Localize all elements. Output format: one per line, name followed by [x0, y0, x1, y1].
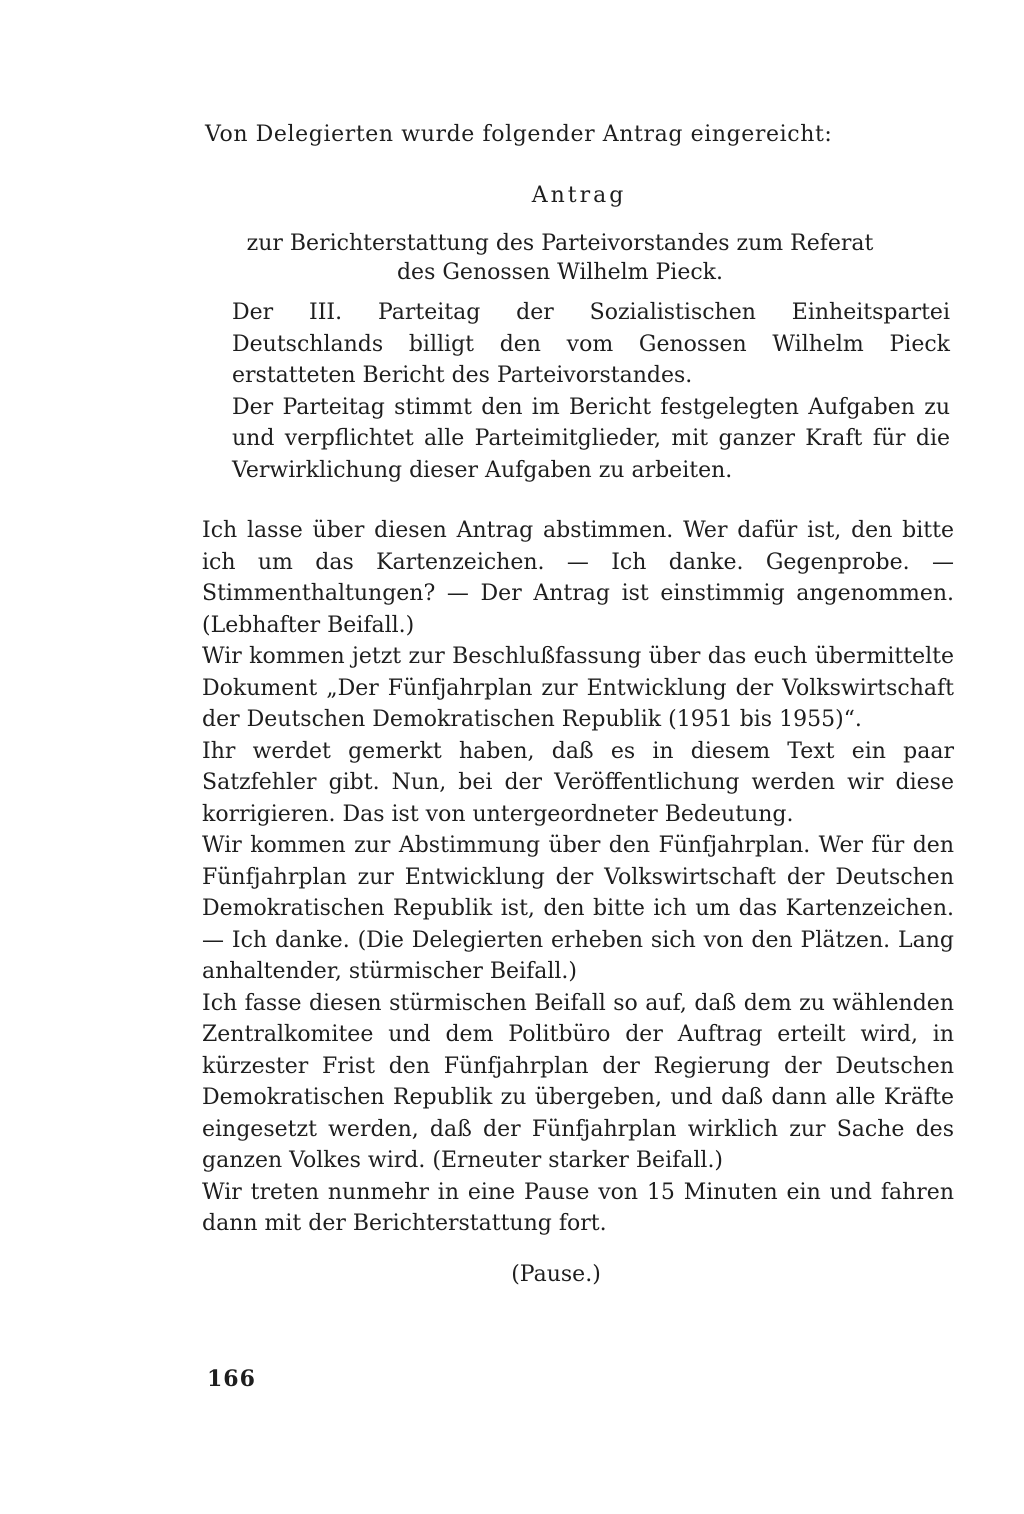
motion-subtitle-line: zur Berichterstattung des Parteivorstandes zum Referat: [246, 231, 874, 256]
paragraph: Wir kommen jetzt zur Beschlußfassung über das euch übermittelte Dokument „Der Fünfjahrplan zur Entwicklung der Volkswirtschaft der Deutschen Demokratischen Republik (1951 bis 1955)“.: [202, 644, 954, 732]
pause-note: (Pause.): [511, 1262, 601, 1287]
motion-subtitle-line: des Genossen Wilhelm Pieck.: [396, 260, 724, 285]
motion-body: [232, 297, 950, 486]
intro-line: Von Delegierten wurde folgender Antrag eingereicht:: [205, 122, 833, 147]
motion-paragraph: [232, 392, 950, 487]
motion-paragraph: Der III. Parteitag der Sozialistischen Einheitspartei Deutschlands billigt den vom Genossen Wilhelm Pieck erstatteten Bericht des Parteivorstandes.: [232, 300, 950, 388]
paragraph: Wir treten nunmehr in eine Pause von 15 Minuten ein und fahren dann mit der Berichterstattung fort.: [202, 1179, 954, 1236]
motion-title: Antrag: [531, 183, 627, 208]
motion-paragraph-text: Der Parteitag stimmt den im Bericht festgelegten Aufgaben zu und verpflichtet alle Parteimitglieder, mit ganzer Kraft für die Verwirklichung dieser Aufgaben zu arbeiten.: [232, 394, 950, 483]
paragraph: Ich lasse über diesen Antrag abstimmen. Wer dafür ist, den bitte ich um das Kartenzeichen. — Ich danke. Gegenprobe. — Stimmenthaltungen? — Der Antrag ist einstimmig angenommen. (Lebhafter Beifall.): [202, 518, 954, 638]
paragraph: Wir kommen zur Abstimmung über den Fünfjahrplan. Wer für den Fünfjahrplan zur Entwicklung der Volkswirtschaft der Deutschen Demokratischen Republik ist, den bitte ich um das Kartenzeichen. — Ich danke. (Die Delegierten erheben sich von den Plätzen. Lang anhaltender, stürmischer Beifall.): [202, 833, 954, 984]
paragraph: Ihr werdet gemerkt haben, daß es in diesem Text ein paar Satzfehler gibt. Nun, bei der Veröffentlichung werden wir diese korrigieren. Das ist von untergeordneter Bedeutung.: [202, 738, 954, 827]
page-number: 166: [207, 1366, 256, 1392]
main-text: [202, 515, 954, 1240]
paragraph: Ich fasse diesen stürmischen Beifall so auf, daß dem zu wählenden Zentralkomitee und dem Politbüro der Auftrag erteilt wird, in kürzester Frist den Fünfjahrplan der Regierung der Deutschen Demokratischen Republik zu übergeben, und daß dann alle Kräfte eingesetzt werden, daß der Fünfjahrplan wirklich zur Sache des ganzen Volkes wird. (Erneuter starker Beifall.): [202, 990, 954, 1173]
motion-subtitle: [240, 229, 880, 287]
